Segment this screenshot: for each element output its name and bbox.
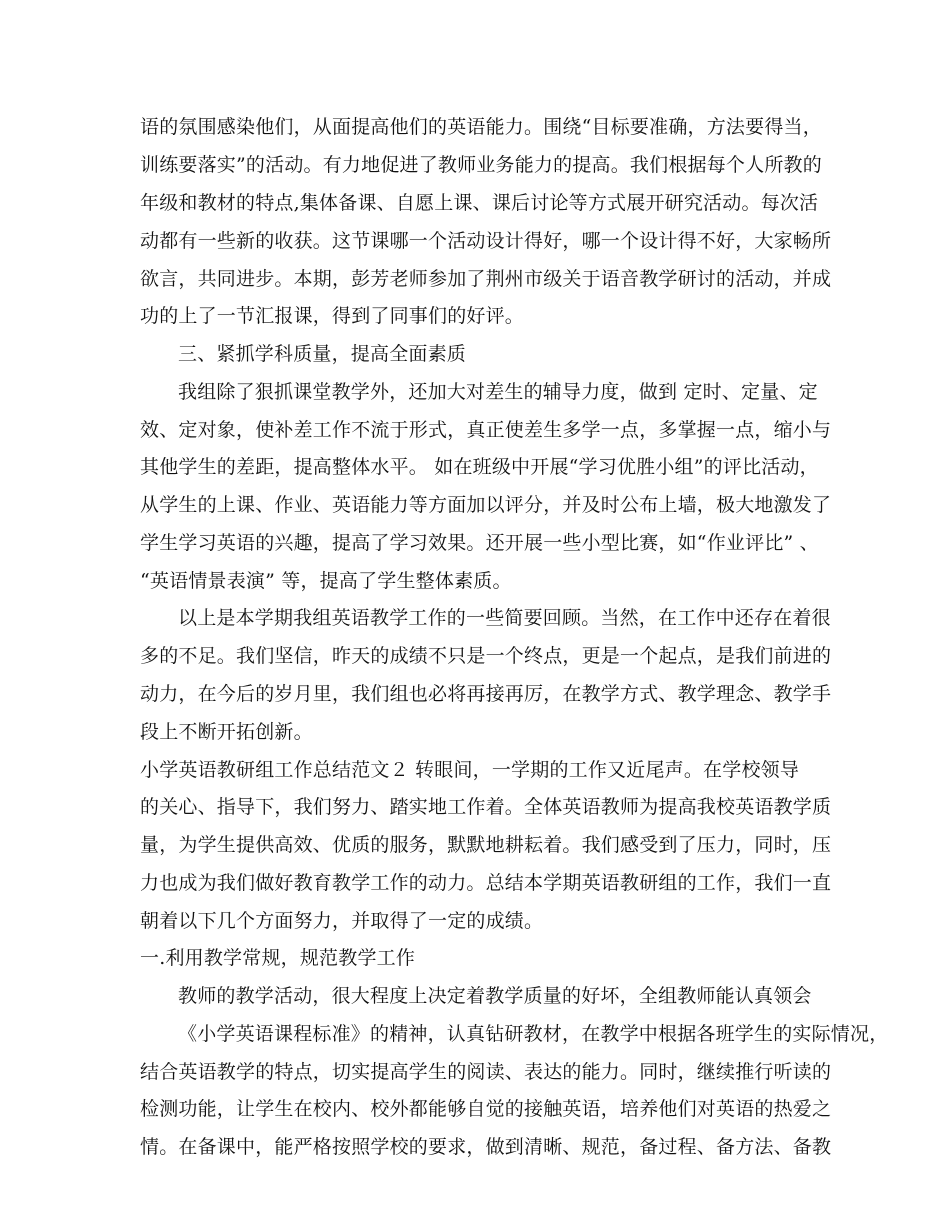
section-heading: 教师的教学活动，很大程度上决定着教学质量的好坏，全组教师能认真领会 (178, 985, 812, 1007)
text-line: 多的不足。我们坚信，昨天的成绩不只是一个终点，更是一个起点，是我们前进的 (140, 645, 832, 667)
text-line: 其他学生的差距，提高整体水平。 如在班级中开展“学习优胜小组”的评比活动， (140, 456, 819, 478)
text-line: “英语情景表演” 等，提高了学生整体素质。 (140, 570, 512, 592)
text-line: 训练要落实”的活动。有力地促进了教师业务能力的提高。我们根据每个人所教的 (140, 154, 822, 176)
text-line: 效、定对象，使补差工作不流于形式，真正使差生多学一点，多掌握一点，缩小与 (140, 419, 832, 441)
text-line: 功的上了一节汇报课，得到了同事们的好评。 (140, 305, 525, 327)
text-line: 一.利用教学常规，规范教学工作 (140, 947, 416, 969)
text-line: 力也成为我们做好教育教学工作的动力。总结本学期英语教研组的工作，我们一直 (140, 872, 832, 894)
text-line: 以上是本学期我组英语教学工作的一些简要回顾。当然，在工作中还存在着很 (178, 607, 831, 629)
text-line: 《小学英语课程标准》的精神，认真钻研教材，在教学中根据各班学生的实际情况， (178, 1023, 889, 1045)
text-line: 情。在备课中，能严格按照学校的要求，做到清晰、规范，备过程、备方法、备教 (140, 1136, 832, 1158)
text-line: 动力，在今后的岁月里，我们组也必将再接再厉，在教学方式、教学理念、教学手 (140, 683, 832, 705)
text-line: 的关心、指导下，我们努力、踏实地工作着。全体英语教师为提高我校英语教学质 (140, 796, 832, 818)
text-line: 朝着以下几个方面努力，并取得了一定的成绩。 (140, 910, 544, 932)
text-line: 量，为学生提供高效、优质的服务，默默地耕耘着。我们感受到了压力，同时，压 (140, 834, 832, 856)
text-line: 动都有一些新的收获。这节课哪一个活动设计得好，哪一个设计得不好，大家畅所 (140, 230, 832, 252)
text-line: 语的氛围感染他们，从面提高他们的英语能力。围绕“目标要准确，方法要得当， (140, 116, 822, 138)
section-title-line: 小学英语教研组工作总结范文２ 转眼间，一学期的工作又近尾声。在学校领导 (140, 759, 800, 781)
text-line: 段上不断开拓创新。 (140, 721, 313, 743)
text-line: 欲言，共同进步。本期，彭芳老师参加了荆州市级关于语音教学研讨的活动，并成 (140, 268, 832, 290)
text-line: 我组除了狠抓课堂教学外，还加大对差生的辅导力度，做到 定时、定量、定 (178, 381, 818, 403)
text-line: 年级和教材的特点,集体备课、自愿上课、课后讨论等方式展开研究活动。每次活 (140, 192, 819, 214)
section-heading: 三、紧抓学科质量，提高全面素质 (178, 343, 467, 365)
text-line: 检测功能，让学生在校内、校外都能够自觉的接触英语，培养他们对英语的热爱之 (140, 1098, 832, 1120)
text-line: 从学生的上课、作业、英语能力等方面加以评分，并及时公布上墙，极大地激发了 (140, 494, 832, 516)
text-line: 学生学习英语的兴趣，提高了学习效果。还开展一些小型比赛，如“作业评比” 、 (140, 532, 819, 554)
text-line: 结合英语教学的特点，切实提高学生的阅读、表达的能力。同时，继续推行听读的 (140, 1061, 832, 1083)
